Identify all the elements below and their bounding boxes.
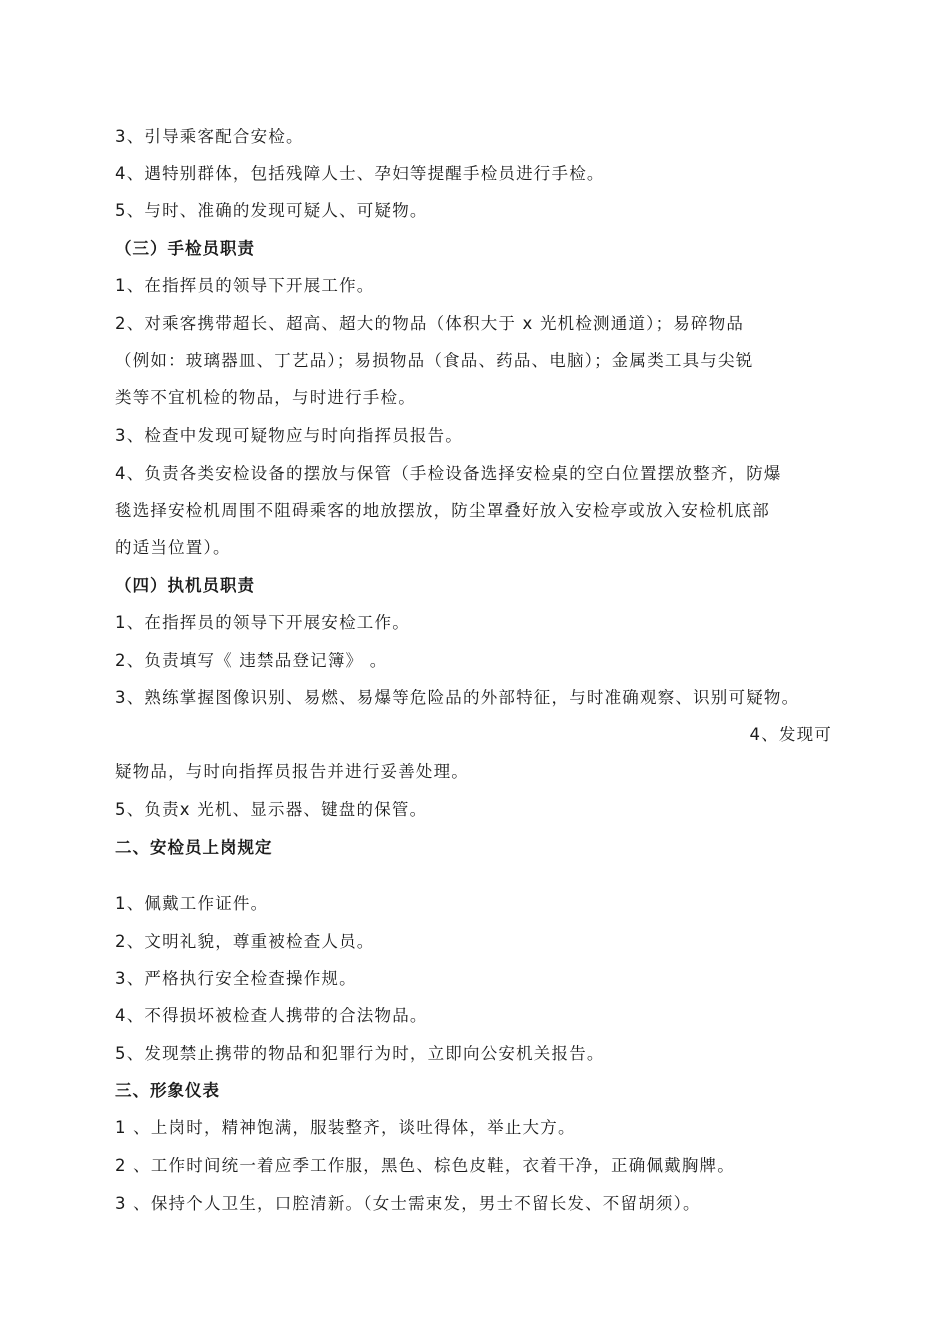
text-line: 4、遇特别群体，包括残障人士、孕妇等提醒手检员进行手检。: [115, 164, 605, 183]
text-line: 3、严格执行安全检查操作规。: [115, 969, 357, 988]
section-heading: 二、安检员上岗规定: [115, 838, 273, 857]
text-line: 3、熟练掌握图像识别、易燃、易爆等危险品的外部特征，与时准确观察、识别可疑物。: [115, 688, 800, 707]
text-line: 1 、上岗时，精神饱满，服装整齐，谈吐得体，举止大方。: [115, 1118, 576, 1137]
text-line: 1、在指挥员的领导下开展工作。: [115, 276, 375, 295]
text-line: 4、发现可: [749, 725, 832, 744]
text-line: 毯选择安检机周围不阻碍乘客的地放摆放，防尘罩叠好放入安检亭或放入安检机底部: [115, 501, 770, 520]
text-line: 3、检查中发现可疑物应与时向指挥员报告。: [115, 426, 463, 445]
text-line: 3 、保持个人卫生，口腔清新。（女士需束发，男士不留长发、不留胡须）。: [115, 1194, 701, 1213]
text-line: 4、负责各类安检设备的摆放与保管（手检设备选择安检桌的空白位置摆放整齐，防爆: [115, 464, 782, 483]
text-line: 的适当位置）。: [115, 538, 231, 557]
text-line: （例如：玻璃器皿、丁艺品）；易损物品（食品、药品、电脑）；金属类工具与尖锐: [115, 351, 754, 370]
section-heading: （四）执机员职责: [115, 576, 255, 595]
text-line: 2 、工作时间统一着应季工作服，黑色、棕色皮鞋，衣着干净，正确佩戴胸牌。: [115, 1156, 735, 1175]
text-line: 类等不宜机检的物品，与时进行手检。: [115, 388, 416, 407]
text-line: 5、发现禁止携带的物品和犯罪行为时，立即向公安机关报告。: [115, 1044, 605, 1063]
section-heading: （三）手检员职责: [115, 239, 255, 258]
text-line: 疑物品，与时向指挥员报告并进行妥善处理。: [115, 762, 469, 781]
text-line: 3、引导乘客配合安检。: [115, 127, 304, 146]
section-heading: 三、形象仪表: [115, 1081, 220, 1100]
text-line: 5、负责x 光机、显示器、键盘的保管。: [115, 800, 428, 819]
text-line: 1、佩戴工作证件。: [115, 894, 269, 913]
text-line: 2、负责填写《 违禁品登记簿》 。: [115, 651, 388, 670]
text-line: 1、在指挥员的领导下开展安检工作。: [115, 613, 410, 632]
text-line: 4、不得损坏被检查人携带的合法物品。: [115, 1006, 428, 1025]
text-line: 2、文明礼貌，尊重被检查人员。: [115, 932, 375, 951]
text-line: 2、对乘客携带超长、超高、超大的物品（体积大于 x 光机检测通道）；易碎物品: [115, 314, 745, 333]
text-line: 5、与时、准确的发现可疑人、可疑物。: [115, 201, 428, 220]
